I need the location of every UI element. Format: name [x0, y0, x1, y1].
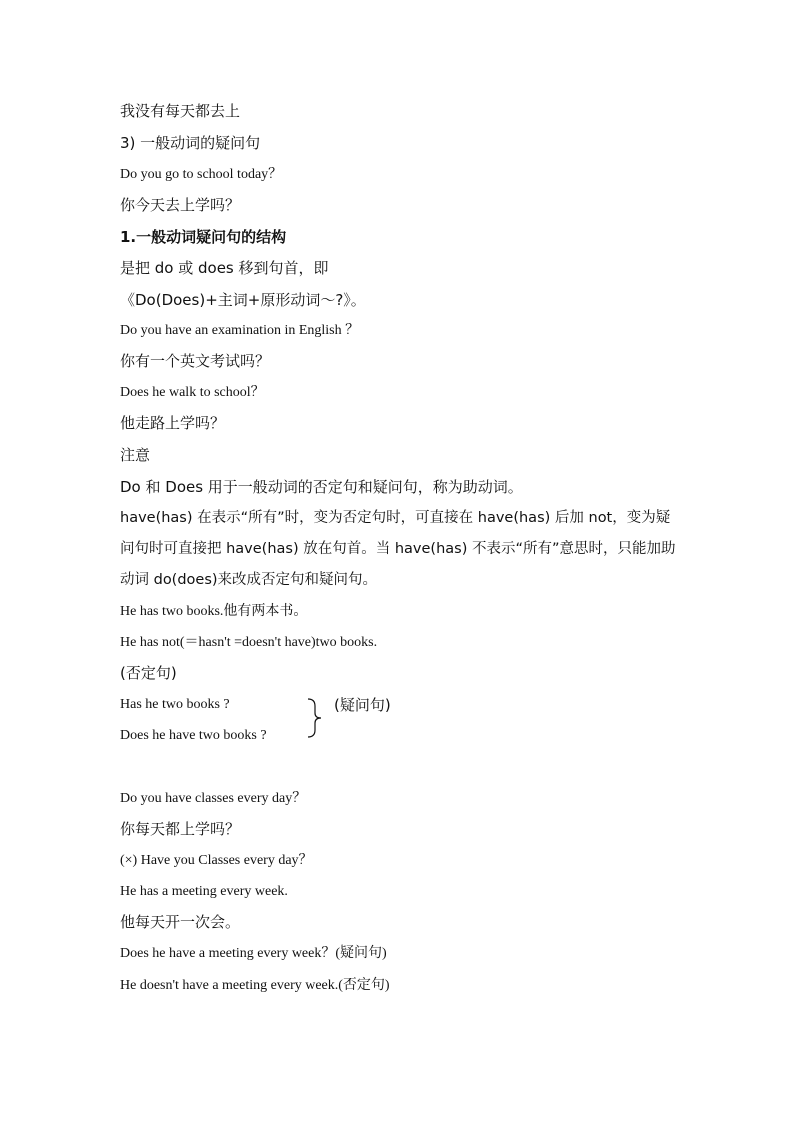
text-line: 你今天去上学吗？: [120, 196, 241, 214]
text-line: 你有一个英文考试吗？: [120, 352, 271, 370]
text-line: (×) Have you Classes every day？: [120, 853, 313, 868]
text-line: Does he have a meeting every week？(疑问句): [120, 946, 387, 961]
text-line: He doesn't have a meeting every week.(否定句): [120, 978, 390, 993]
text-line: 他走路上学吗？: [120, 414, 226, 432]
text-line: He has two books.他有两本书。: [120, 604, 308, 619]
text-line: (否定句): [120, 664, 177, 682]
text-line: Has he two books ?: [120, 697, 230, 712]
text-line: 是把 do 或 does 移到句首，即: [120, 259, 329, 277]
text-line: Do you have an examination in English ？: [120, 323, 360, 338]
text-line: 我没有每天都去上: [120, 102, 241, 120]
brace-label: (疑问句): [334, 696, 391, 714]
text-line: 你每天都上学吗？: [120, 820, 241, 838]
formula-line: 《Do(Does)+主词+原形动词～?》。: [120, 291, 366, 309]
text-line: He has not(＝hasn't =doesn't have)two books.: [120, 635, 378, 650]
text-line: Do 和 Does 用于一般动词的否定句和疑问句，称为助动词。: [120, 478, 523, 496]
text-line: Does he walk to school？: [120, 385, 265, 400]
text-line: 3) 一般动词的疑问句: [120, 134, 261, 152]
note-paragraph: have(has) 在表示“所有”时，变为否定句时，可直接在 have(has) 后加 not，变为疑问句时可直接把 have(has) 放在句首。当 have(has) 不表示“所有”意思时，只能加助动词 do(does)来改成否定句和疑问句。: [120, 510, 676, 588]
text-line: He has a meeting every week.: [120, 884, 288, 899]
note-heading: 注意: [120, 446, 151, 464]
text-line: Does he have two books ?: [120, 728, 267, 743]
text-line: 他每天开一次会。: [120, 913, 241, 931]
text-line: Do you have classes every day？: [120, 791, 307, 806]
right-brace-icon: [304, 698, 326, 738]
section-heading: 1.一般动词疑问句的结构: [120, 228, 287, 246]
text-line: Do you go to school today？: [120, 167, 283, 182]
